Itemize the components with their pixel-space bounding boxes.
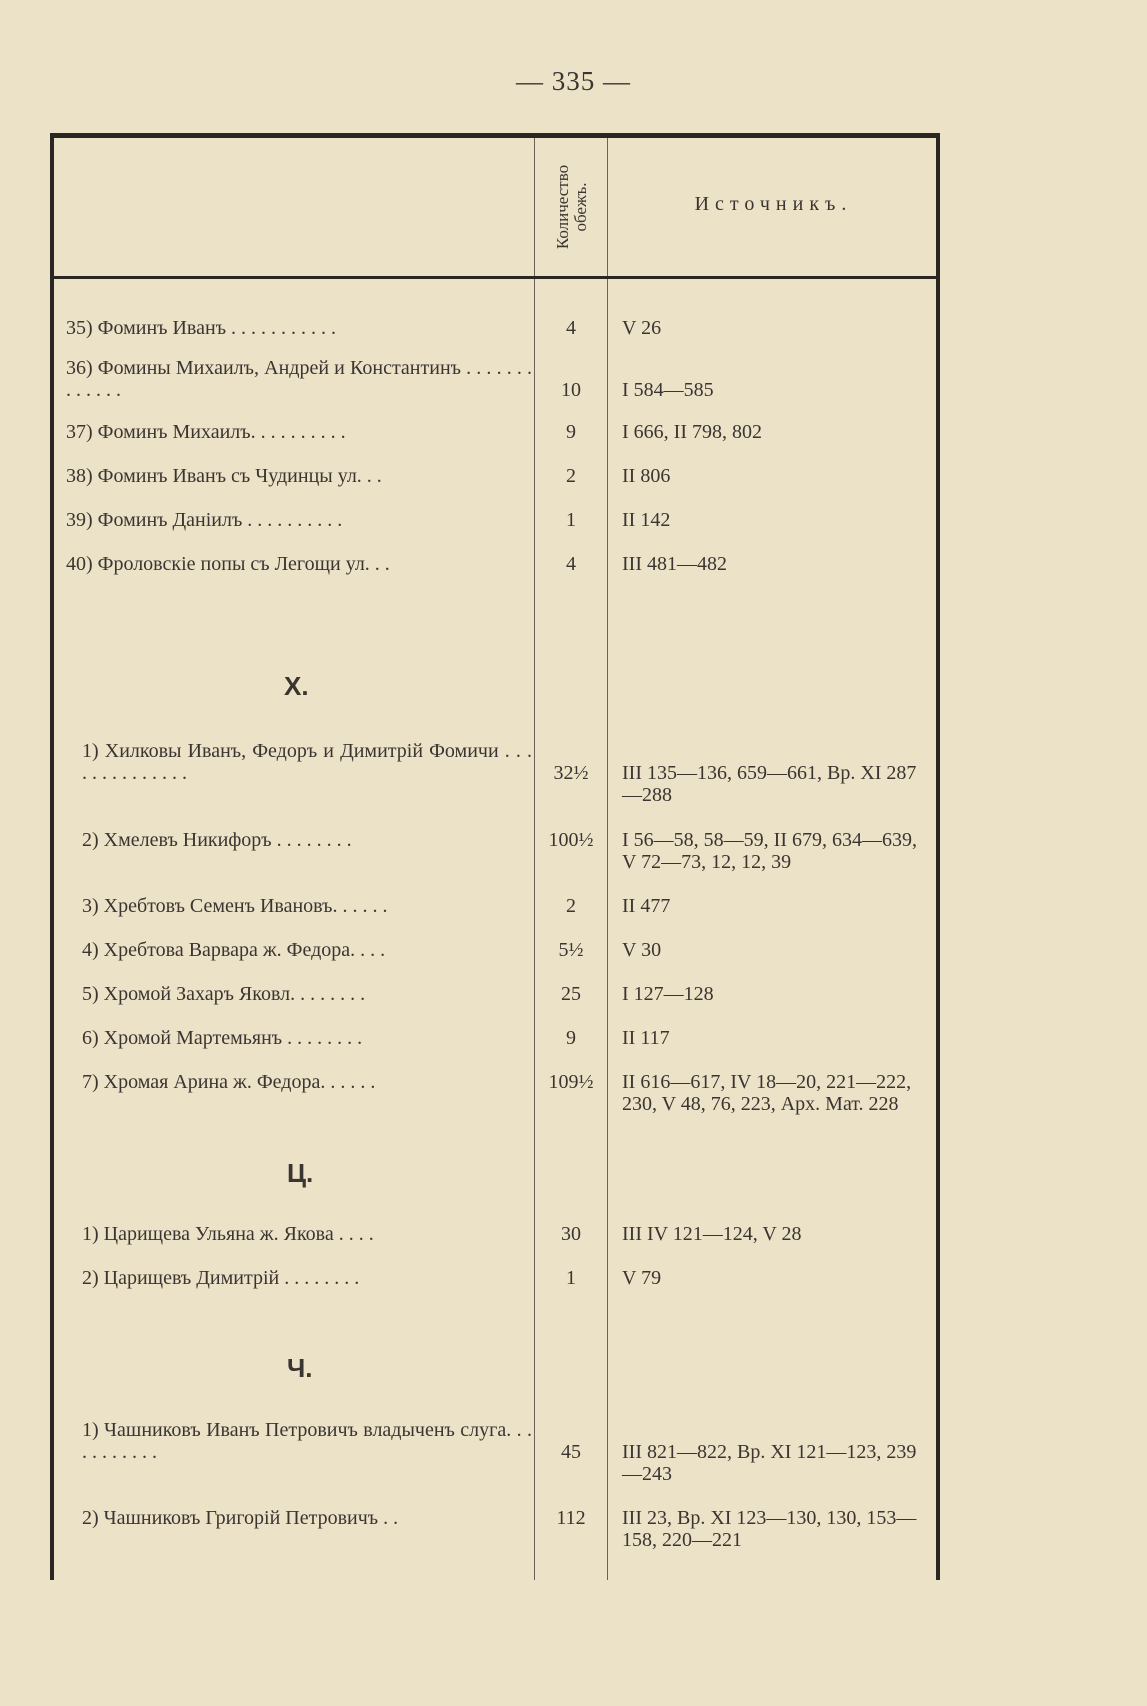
entry-source: III 135—136, 659—661, Вр. XI 287—288 <box>622 762 917 806</box>
entry-name: 2) Царищевъ Димитрій . . . . . . . . <box>82 1267 360 1289</box>
header-source: Источникъ. <box>694 193 853 215</box>
entry-source: I 127—128 <box>622 983 714 1005</box>
section-letter: Ц. <box>287 1158 314 1188</box>
entry-source: III 481—482 <box>622 553 727 575</box>
entry-name: 6) Хромой Мартемьянъ . . . . . . . . <box>82 1027 363 1049</box>
header-rule <box>54 276 936 279</box>
entry-source: II 142 <box>622 509 671 531</box>
entry-qty: 5½ <box>558 939 584 961</box>
entry-source: III 821—822, Вр. XI 121—123, 239—243 <box>622 1441 917 1485</box>
entry-name: 4) Хребтова Варвара ж. Федора. . . . <box>82 939 386 961</box>
entry-source: I 56—58, 58—59, II 679, 634—639, V 72—73, 12, 12, 39 <box>622 829 917 873</box>
entry-qty: 109½ <box>548 1071 594 1093</box>
entry-qty: 10 <box>561 379 581 401</box>
entry-source: II 806 <box>622 465 671 487</box>
entry-name: 1) Чашниковъ Иванъ Петровичъ владыченъ слуга. . . . . . . . . . . <box>82 1419 532 1463</box>
entry-qty: 1 <box>566 1267 576 1289</box>
entry-qty: 9 <box>566 1027 576 1049</box>
entry-source: I 584—585 <box>622 379 714 401</box>
entry-source: V 30 <box>622 939 662 961</box>
header-count-line2: обежъ. <box>571 182 591 232</box>
entry-name: 1) Хилковы Иванъ, Федоръ и Димитрій Фомичи . . . . . . . . . . . . . . <box>82 740 532 784</box>
entry-qty: 45 <box>561 1441 581 1463</box>
entry-name: 36) Фомины Михаилъ, Андрей и Константинъ . . . . . . . . . . . . . <box>66 357 532 401</box>
entry-name: 1) Царищева Ульяна ж. Якова . . . . <box>82 1223 374 1245</box>
register-table <box>50 133 940 1580</box>
entry-name: 40) Фроловскіе попы съ Легощи ул. . . <box>66 553 390 575</box>
entry-qty: 32½ <box>553 762 589 784</box>
entry-qty: 2 <box>566 465 576 487</box>
entry-source: II 477 <box>622 895 671 917</box>
header-count-column <box>547 142 597 272</box>
entry-qty: 9 <box>566 421 576 443</box>
entry-name: 5) Хромой Захаръ Яковл. . . . . . . . <box>82 983 366 1005</box>
entry-name: 37) Фоминъ Михаилъ. . . . . . . . . . <box>66 421 346 443</box>
entry-source: V 79 <box>622 1267 662 1289</box>
entry-name: 38) Фоминъ Иванъ съ Чудинцы ул. . . <box>66 465 382 487</box>
entry-name: 7) Хромая Арина ж. Федора. . . . . . <box>82 1071 376 1093</box>
entry-qty: 4 <box>566 317 576 339</box>
entry-name: 2) Чашниковъ Григорій Петровичъ . . <box>82 1507 399 1529</box>
entry-name: 39) Фоминъ Даніилъ . . . . . . . . . . <box>66 509 343 531</box>
entry-qty: 2 <box>566 895 576 917</box>
entry-source: III 23, Вр. XI 123—130, 130, 153—158, 220—221 <box>622 1507 917 1551</box>
entry-qty: 25 <box>561 983 581 1005</box>
entry-source: II 117 <box>622 1027 670 1049</box>
entry-qty: 112 <box>556 1507 586 1529</box>
entry-qty: 4 <box>566 553 576 575</box>
header-count-line1: Количество <box>553 164 573 250</box>
entry-source: II 616—617, IV 18—20, 221—222, 230, V 48, 76, 223, Арх. Мат. 228 <box>622 1071 912 1115</box>
entry-qty: 100½ <box>548 829 594 851</box>
column-divider-count <box>534 138 535 1580</box>
entry-qty: 1 <box>566 509 576 531</box>
entry-source: V 26 <box>622 317 662 339</box>
column-divider-source <box>607 138 608 1580</box>
entry-source: I 666, II 798, 802 <box>622 421 762 443</box>
entry-name: 35) Фоминъ Иванъ . . . . . . . . . . . <box>66 317 337 339</box>
entry-qty: 30 <box>561 1223 581 1245</box>
section-letter: X. <box>284 671 309 701</box>
entry-source: III IV 121—124, V 28 <box>622 1223 802 1245</box>
entry-name: 3) Хребтовъ Семенъ Ивановъ. . . . . . <box>82 895 388 917</box>
page-number: — 335 — <box>516 66 631 96</box>
section-letter: Ч. <box>287 1353 313 1383</box>
entry-name: 2) Хмелевъ Никифоръ . . . . . . . . <box>82 829 352 851</box>
